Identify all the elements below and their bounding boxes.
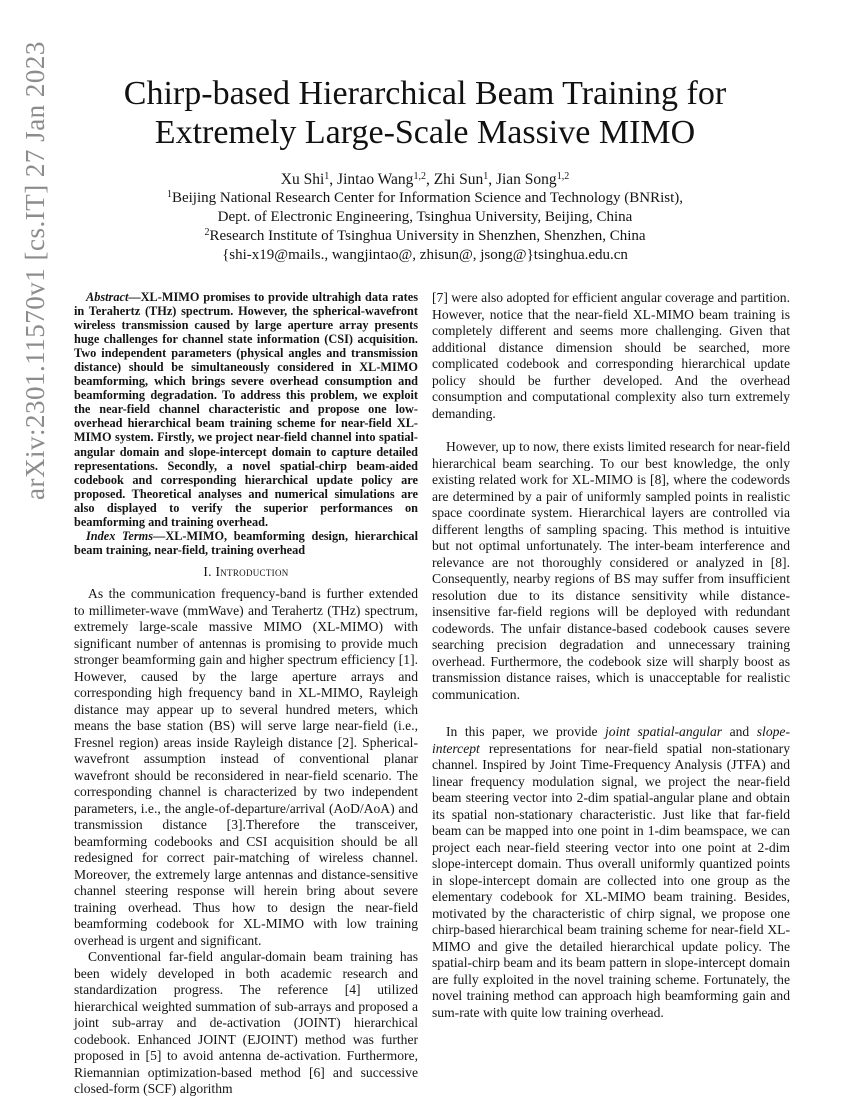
- right-column: [432, 290, 790, 1021]
- affil-line-3: $^2$Research Institute of Tsinghua University in Shenzhen, Shenzhen, China: [204, 227, 646, 244]
- author-1-affil: 1: [324, 171, 330, 182]
- left-column: [74, 290, 418, 1098]
- affil-emails: {shi-x19@mails., wangjintao@, zhisun@, jsong@}tsinghua.edu.cn: [222, 247, 628, 263]
- author-4-affil: 1,2: [556, 171, 570, 182]
- paper-title: [60, 74, 790, 152]
- intro-paragraph-4: However, up to now, there exists limited research for near-field hierarchical beam searching. To our best knowledge, the only existing related work for XL-MIMO is [8], where the codewords are determined by a pair of uniformly sampled points in realistic space coordinate system. Hierarchical layers are controlled via different lengths of sampling spacing. This method is intuitive but not optimal unfortunately. The inter-beam interference and relevance are not thoroughly considered or analyzed in [8]. Consequently, nearby regions of BS may suffer from insufficient resolution due to its distance sensitivity while distance-insensitive far-field regions will be deployed with redundant codewords. The unfair distance-based codebook causes severe searching precision degradation and unnecessary training overhead. Furthermore, the codebook size will sharply boost as transmission distance raises, which is unacceptable for realistic communication.: [432, 439, 790, 702]
- author-1: Xu Shi: [280, 171, 325, 188]
- index-terms: Index Terms—XL-MIMO, beamforming design, hierarchical beam training, near-field, training overhead: [74, 528, 418, 557]
- section-heading-introduction: I. Introduction: [203, 563, 289, 579]
- abstract: Abstract—XL-MIMO promises to provide ultrahigh data rates in Terahertz (THz) spectrum. However, the spherical-wavefront wireless transmission caused by large aperture array presents huge challenges for channel state information (CSI) acquisition. Two independent parameters (physical angles and transmission distance) should be simultaneously considered in XL-MIMO beamforming, which brings severe overhead consumption and beamforming degradation. To address this problem, we exploit the near-field channel characteristic and propose one low-overhead hierarchical beam training scheme for near-field XL-MIMO system. Firstly, we project near-field channel into spatial-angular domain and slope-intercept domain to capture detailed representations. Secondly, a novel spatial-chirp beam-aided codebook and corresponding hierarchical update policy are proposed. Theoretical analyses and numerical simulations are also displayed to verify the superior performances on beamforming and training overhead.: [74, 290, 418, 529]
- author-4: Jian Song: [495, 171, 557, 188]
- intro-paragraph-2: Conventional far-field angular-domain beam training has been widely developed in both academic research and standardization progress. The reference [4] utilized hierarchical weighted summation of sub-arrays and proposed a joint sub-array and de-activation (JOINT) hierarchical codebook. Enhanced JOINT (EJOINT) method was further proposed in [5] to avoid antenna de-activation. Furthermore, Riemannian optimization-based method [6] and successive closed-form (SCF) algorithm: [74, 949, 418, 1097]
- author-3: Zhi Sun: [433, 171, 484, 188]
- affiliations: [60, 189, 790, 265]
- intro-paragraph-1: As the communication frequency-band is further extended to millimeter-wave (mmWave) and Terahertz (THz) spectrum, extremely large-scale massive MIMO (XL-MIMO) with significant number of antennas is promising to provide much stronger beamforming gain and higher spectrum efficiency [1]. However, caused by the large aperture arrays and corresponding high frequency band in XL-MIMO, Rayleigh distance may appear up to several hundred meters, which means the base station (BS) will serve large near-field (i.e., Fresnel region) areas inside Rayleigh distance [2]. Spherical-wavefront assumption instead of conventional planar wavefront should be reconsidered in near-field scenario. The corresponding channel is characterized by two independent parameters, i.e., the angle-of-departure/arrival (AoD/AoA) and transmission distance [3].Therefore the transceiver, beamforming codebooks and CSI acquisition should be all redesigned for correct pair-matching of wireless channel. Moreover, the extremely large antennas and distance-sensitive channel steering response will herein bring about severe training overhead. Thus how to design the near-field beamforming codebook for XL-MIMO with low training overhead is urgent and significant.: [74, 586, 418, 948]
- affil-line-1: $^1$Beijing National Research Center for Information Science and Technology (BNRist),: [166, 189, 684, 206]
- intro-paragraph-5: In this paper, we provide joint spatial-angular and slope-intercept representations for near-field spatial non-stationary channel. Inspired by Joint Time-Frequency Analysis (JTFA) and linear frequency modulation signal, we project the near-field beam steering vector into 2-dim spatial-angular plane and obtain its spatial non-stationary characteristic. Just like that far-field beam can be mapped into one point in 1-dim beamspace, we can project each near-field steering vector into one point at 2-dim slope-intercept domain. Thus overall uniformly quantized points in slope-intercept domain are collected into one group as the elementary codebook for XL-MIMO beam training. Besides, motivated by the characteristic of chirp signal, we propose one chirp-based hierarchical beam training scheme for near-field XL-MIMO and give the detailed hierarchical update policy. The spatial-chirp beam and its beam pattern in slope-intercept domain are fully exploited in the novel training scheme. Fortunately, the novel training method can approach high beamforming gain and sum-rate with quite low training overhead.: [432, 724, 790, 1020]
- author-2-affil: 1,2: [413, 171, 426, 182]
- author-2: Jintao Wang: [337, 171, 414, 188]
- author-3-affil: 1: [483, 171, 489, 182]
- intro-paragraph-3: [7] were also adopted for efficient angular coverage and partition. However, notice that the near-field XL-MIMO beam training is completely different and seems more challenging. Given that additional distance dimension should be searched, more complicated codebook and corresponding hierarchical update policy should be further developed. And the overhead consumption and computational complexity also turn extremely demanding.: [432, 290, 790, 421]
- affil-line-2: Dept. of Electronic Engineering, Tsinghua University, Beijing, China: [217, 209, 633, 225]
- arxiv-watermark: arXiv:2301.11570v1 [cs.IT] 27 Jan 2023: [20, 41, 50, 500]
- title-line-1: Chirp-based Hierarchical Beam Training for: [123, 75, 727, 112]
- title-line-2: Extremely Large-Scale Massive MIMO: [154, 114, 696, 151]
- author-list: Xu Shi$^1$, Jintao Wang$^{1,2}$, Zhi Sun$^1$, Jian Song$^{1,2}$: [280, 171, 570, 188]
